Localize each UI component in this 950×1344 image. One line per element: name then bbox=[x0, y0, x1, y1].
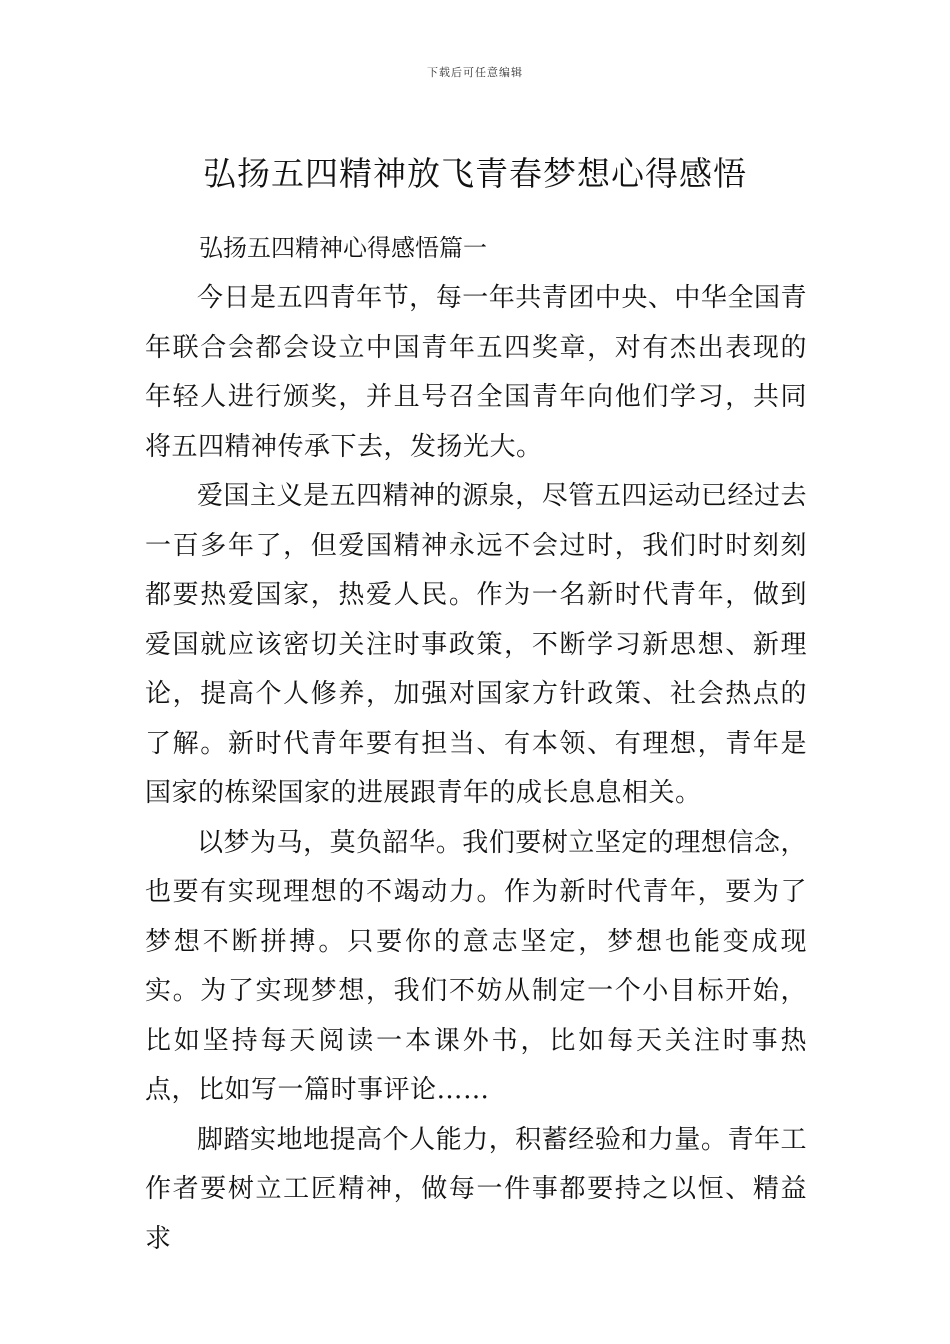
document-title: 弘扬五四精神放飞青春梦想心得感悟 bbox=[203, 154, 747, 194]
header-note: 下载后可任意编辑 bbox=[427, 66, 523, 79]
paragraph-4: 脚踏实地地提高个人能力，积蓄经验和力量。青年工作者要树立工匠精神，做每一件事都要持之以恒、精益求 bbox=[145, 1124, 807, 1254]
paragraph-3: 以梦为马，莫负韶华。我们要树立坚定的理想信念，也要有实现理想的不竭动力。作为新时代青年，要为了梦想不断拼搏。只要你的意志坚定，梦想也能变成现实。为了实现梦想，我们不妨从制定一个小目标开始，比如坚持每天阅读一本课外书，比如每天关注时事热点，比如写一篇时事评论…… bbox=[145, 827, 807, 1105]
paragraph-1: 今日是五四青年节，每一年共青团中央、中华全国青年联合会都会设立中国青年五四奖章，对有杰出表现的年轻人进行颁奖，并且号召全国青年向他们学习，共同将五四精神传承下去，发扬光大。 bbox=[145, 283, 807, 462]
document-body bbox=[145, 228, 807, 1264]
paragraph-2: 爱国主义是五四精神的源泉，尽管五四运动已经过去一百多年了，但爱国精神永远不会过时，我们时时刻刻都要热爱国家，热爱人民。作为一名新时代青年，做到爱国就应该密切关注时事政策，不断学习新思想、新理论，提高个人修养，加强对国家方针政策、社会热点的了解。新时代青年要有担当、有本领、有理想，青年是国家的栋梁国家的进展跟青年的成长息息相关。 bbox=[145, 481, 807, 808]
section-heading: 弘扬五四精神心得感悟篇一 bbox=[199, 234, 487, 262]
